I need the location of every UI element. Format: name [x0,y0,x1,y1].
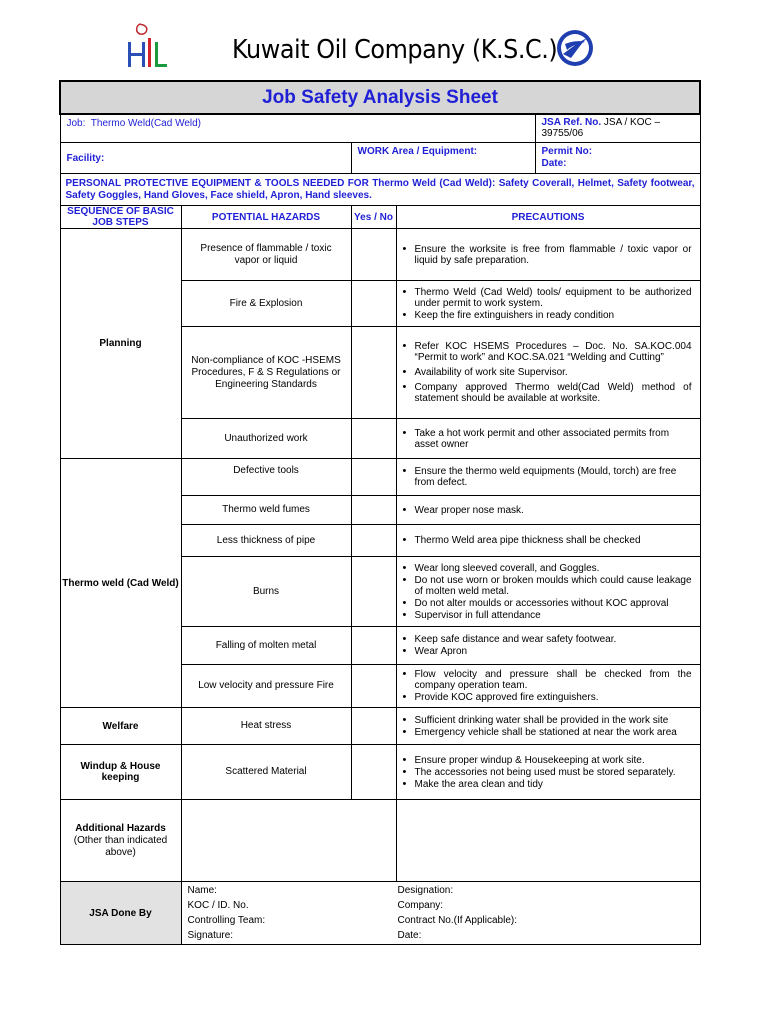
yesno-cell [351,665,396,708]
hazard-cell: Fire & Explosion [181,281,351,327]
name-field: Name: [187,885,217,896]
yesno-cell [351,557,396,627]
col-yesno: Yes / No [351,206,396,229]
precaution-item: • Company approved Thermo weld(Cad Weld) method of statement should be available at worksite. [415,382,692,404]
company-name: Kuwait Oil Company (K.S.C.) [232,35,558,65]
hazard-cell: Defective tools [181,459,351,496]
precautions-cell [396,627,700,665]
precautions-cell [396,557,700,627]
precaution-item: • Wear proper nose mask. [415,505,692,516]
yesno-cell [351,229,396,281]
col-sequence: SEQUENCE OF BASIC JOB STEPS [60,206,181,229]
precaution-item: • Take a hot work permit and other associated permits from asset owner [415,428,692,450]
precautions-cell [396,281,700,327]
koc-emblem-icon [555,28,595,68]
precaution-item: • Ensure the thermo weld equipments (Mould, torch) are free from defect. [415,466,692,488]
hazard-cell: Unauthorized work [181,419,351,459]
hazard-cell: Non-compliance of KOC -HSEMS Procedures, F & S Regulations or Engineering Standards [181,327,351,419]
precautions-cell [396,459,700,496]
jsa-sheet-table [59,80,701,945]
yesno-cell [351,419,396,459]
precautions-cell [396,327,700,419]
yesno-cell [351,281,396,327]
ref-value: JSA / KOC – 39755/06 [541,117,661,139]
precautions-cell [396,665,700,708]
precaution-item: • Thermo Weld area pipe thickness shall be checked [415,535,692,546]
precaution-item: • Provide KOC approved fire extinguishers. [415,692,692,703]
hazard-cell: Low velocity and pressure Fire [181,665,351,708]
precaution-item: • Refer KOC HSEMS Procedures – Doc. No. SA.KOC.004 “Permit to work” and KOC.SA.021 “Welding and Cutting” [415,341,692,363]
col-hazards: POTENTIAL HAZARDS [181,206,351,229]
precautions-cell [396,745,700,800]
precaution-item: • Flow velocity and pressure shall be checked from the company operation team. [415,669,692,691]
yesno-cell [351,708,396,745]
precaution-item: • Wear Apron [415,646,692,657]
yesno-cell [351,496,396,525]
precaution-item: • Wear long sleeved coverall, and Goggles. [415,563,692,574]
precaution-item: • Do not alter moulds or accessories without KOC approval [415,598,692,609]
yesno-cell [351,459,396,496]
signature-field: Signature: [187,930,234,941]
designation-field: Designation: [397,885,454,896]
controlling-team-field: Controlling Team: [187,915,266,926]
precautions-cell [396,708,700,745]
hil-logo-icon [122,20,172,72]
precaution-item: • Do not use worn or broken moulds which could cause leakage of molten weld metal. [415,575,692,597]
ref-label: JSA Ref. No. [541,117,602,128]
permit-date-field [535,143,700,174]
job-label: Job: [66,118,86,129]
precautions-cell [396,229,700,281]
precautions-cell [396,419,700,459]
step-windup: Windup & House keeping [60,745,181,800]
jsa-done-by-label: JSA Done By [60,882,181,945]
precaution-item: • Keep the fire extinguishers in ready condition [415,310,692,321]
date-label: Date: [541,158,567,169]
precaution-item: • Ensure proper windup & Housekeeping at work site. [415,755,692,766]
hazard-cell: Heat stress [181,708,351,745]
step-thermo-weld: Thermo weld (Cad Weld) [60,459,181,708]
precaution-item: • Ensure the worksite is free from flammable / toxic vapor or liquid by safe preparation. [415,244,692,266]
jsa-done-by-fields [181,882,700,945]
job-value: Thermo Weld(Cad Weld) [90,118,202,129]
precautions-cell [396,525,700,557]
permit-label: Permit No: [541,146,593,157]
work-area-field [351,143,535,174]
precaution-item: • Supervisor in full attendance [415,610,692,621]
hazard-cell: Presence of flammable / toxic vapor or liquid [181,229,351,281]
precaution-item: • Emergency vehicle shall be stationed at near the work area [415,727,692,738]
facility-field [60,143,351,174]
yesno-cell [351,745,396,800]
ppe-requirements: PERSONAL PROTECTIVE EQUIPMENT & TOOLS NEEDED FOR Thermo Weld (Cad Weld): Safety Coverall, Helmet, Safety footwear, Safety Goggles, Hand Gloves, Face shield, Apron, Hand sleeves. [60,174,700,206]
step-planning: Planning [60,229,181,459]
step-welfare: Welfare [60,708,181,745]
sheet-title: Job Safety Analysis Sheet [60,81,700,114]
precautions-cell [396,496,700,525]
yesno-cell [351,627,396,665]
additional-precautions-cell [396,800,700,882]
yesno-cell [351,327,396,419]
precaution-item: • Sufficient drinking water shall be provided in the work site [415,715,692,726]
col-precautions: PRECAUTIONS [396,206,700,229]
facility-label: Facility: [66,152,105,164]
hazard-cell: Thermo weld fumes [181,496,351,525]
date-field: Date: [397,930,422,941]
additional-hazards-note: (Other than indicated above) [73,834,168,858]
step-additional-hazards [60,800,181,882]
precaution-item: • Availability of work site Supervisor. [415,367,692,378]
koc-id-field: KOC / ID. No. [187,900,249,911]
precaution-item: • Keep safe distance and wear safety footwear. [415,634,692,645]
hazard-cell: Falling of molten metal [181,627,351,665]
contract-field: Contract No.(If Applicable): [397,915,517,926]
precaution-item: • The accessories not being used must be stored separately. [415,767,692,778]
hazard-cell: Scattered Material [181,745,351,800]
yesno-cell [351,525,396,557]
precaution-item: • Make the area clean and tidy [415,779,692,790]
hazard-cell: Burns [181,557,351,627]
job-field [60,114,535,143]
page-header [0,0,768,80]
hazard-cell: Less thickness of pipe [181,525,351,557]
additional-hazards-title: Additional Hazards [75,822,166,834]
ref-field [535,114,700,143]
additional-hazards-cell [181,800,396,882]
precaution-item: • Thermo Weld (Cad Weld) tools/ equipment to be authorized under permit to work system. [415,287,692,309]
company-field: Company: [397,900,444,911]
work-area-label: WORK Area / Equipment: [357,146,478,157]
